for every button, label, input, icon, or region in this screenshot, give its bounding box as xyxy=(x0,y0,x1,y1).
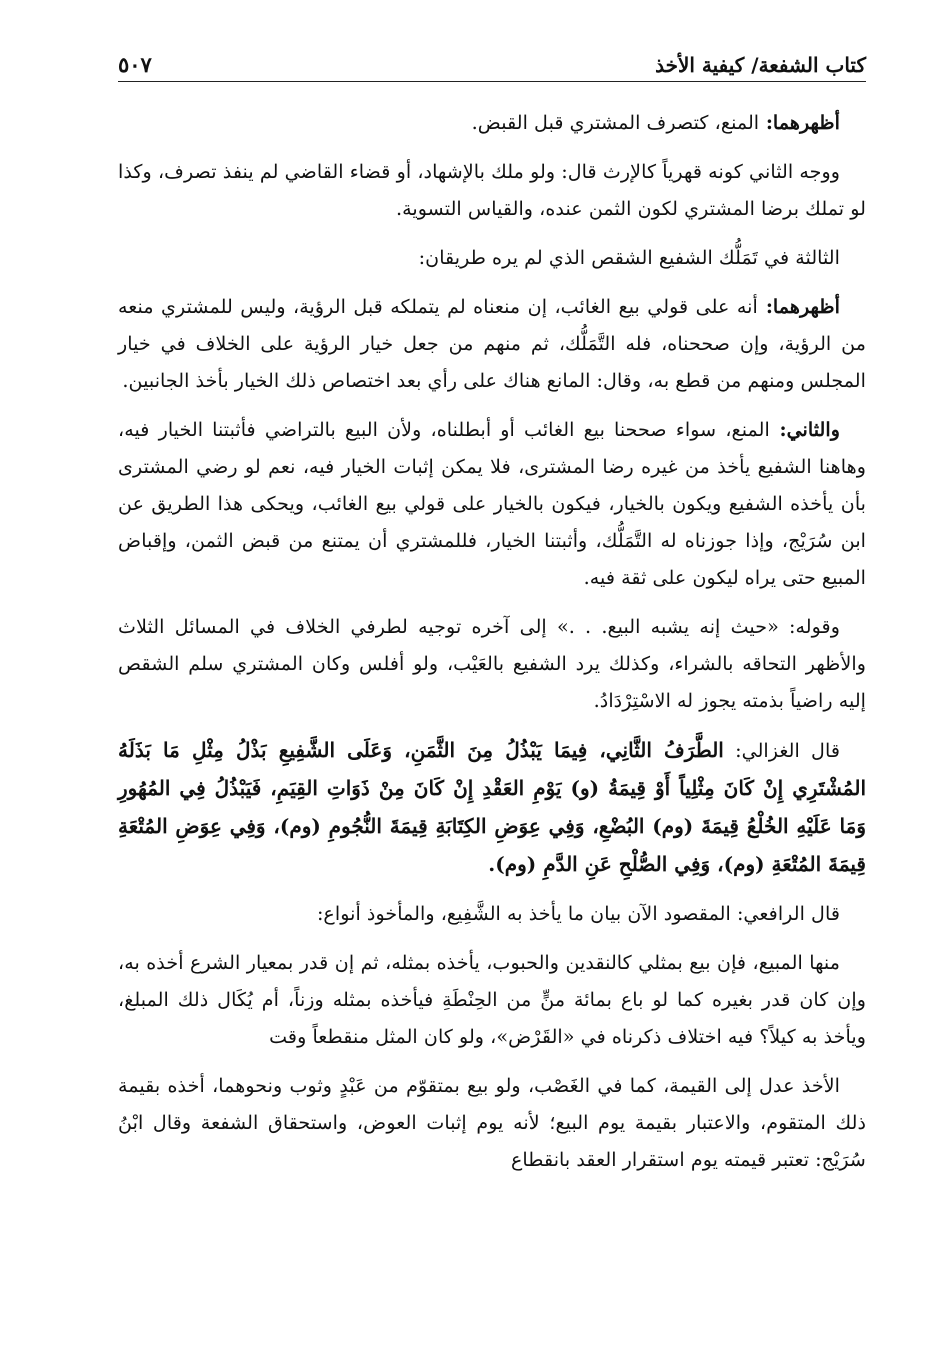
rafii-paragraph xyxy=(118,1067,866,1178)
paragraph xyxy=(118,411,866,596)
paragraph-text: منها المبيع، فإن بيع بمثلي كالنقدين والحبوب، يأخذه بمثله، ثم إن قدر بمعيار الشرع أخذه به، وإن كان قدر بغيره كما لو باع بمائة منٍّ من الحِنْطَةِ فيأخذه بمثله وزناً، أم يُكَال ذلك المبلغ، ويأخذ به كيلاً؟ فيه اختلاف ذكرناه في «القَرْض»، ولو كان المثل منقطعاً وقت xyxy=(118,951,866,1048)
paragraph-text: الثالثة في تَمَلُّك الشفيع الشقص الذي لم يره طريقان: xyxy=(418,246,840,269)
page-body xyxy=(118,104,866,1190)
paragraph-lead: أظهرهما: xyxy=(757,295,841,318)
ghazali-intro: قال الغزالي: xyxy=(723,739,841,762)
paragraph xyxy=(118,239,866,276)
paragraph-text: ووجه الثاني كونه قهرياً كالإرث قال: ولو ملك بالإشهاد، أو قضاء القاضي لم ينفذ تصرف، وكذا لو تملك برضا المشتري لكون الثمن عنده، والقياس التسوية. xyxy=(118,160,866,220)
paragraph-text: وقوله: «حيث إنه يشبه البيع. . .» إلى آخره توجيه لطرفي الخلاف في المسائل الثلاث والأظهر التحاقه بالشراء، وكذلك يرد الشفيع بالعَيْب، ولو أفلس وكان المشتري سلم الشقص إليه راضياً بذمته يجوز له الاسْتِرْدَادُ. xyxy=(118,615,866,712)
paragraph-text: أنه على قولي بيع الغائب، إن منعناه لم يتملكه قبل الرؤية، وليس للمشتري منعه من الرؤية، وإن صححناه، فله التَّمَلُّك، ثم منهم من جعل خيار الرؤية على الخلاف في خيار المجلس ومنهم من قطع به، وقال: المانع هناك على رأي بعد اختصاص ذلك الخيار بأخذ الجانبين. xyxy=(118,295,866,392)
page-number: ٥٠٧ xyxy=(118,52,152,77)
paragraph xyxy=(118,153,866,227)
page-header xyxy=(118,38,866,82)
ghazali-text: الطَّرَفُ الثَّانِي، فِيمَا يَبْذُلُ مِنَ الثَّمَنِ، وَعَلَى الشَّفِيعِ بَذْلُ مِثْلِ مَا بَذَلَهُ المُشْتَرِي إِنْ كَانَ مِثْلِياً أَوْ قِيمَةُ (و) يَوْمِ العَقْدِ إِنْ كَانَ مِنْ ذَوَاتِ القِيَمِ، فَيَبْذُلُ فِي المُهُورِ وَمَا عَلَيْهِ الخُلْعُ قِيمَةَ (وم) البُضْعِ، وَفِي عِوَضِ الكِتَابَةِ قِيمَةَ النُّجُومِ (وم)، وَفِي عِوَضِ المُتْعَةِ قِيمَةَ المُتْعَةِ (وم)، وَفِي الصُّلْحِ عَنِ الدَّمِ (وم). xyxy=(118,738,866,876)
ghazali-quote xyxy=(118,731,866,883)
paragraph-text: قال الرافعي: المقصود الآن بيان ما يأخذ به الشَّفِيع، والمأخوذ أنواع: xyxy=(316,902,840,925)
paragraph-lead: أظهرهما: xyxy=(759,111,840,134)
paragraph-text: المنع، كتصرف المشتري قبل القبض. xyxy=(471,111,760,134)
paragraph xyxy=(118,104,866,141)
paragraph-text: المنع، سواء صححنا بيع الغائب أو أبطلناه، ولأن البيع بالتراضي فأثبتنا الخيار فيه، وهاهنا الشفيع يأخذ من غيره رضا المشترى، فلا يمكن إثبات الخيار فيه، نعم لو رضي المشترى بأن يأخذه الشفيع ويكون بالخيار، فيكون بالخيار على قولي بيع الغائب، ويحكى هذا الطريق عن ابن سُرَيْج، وإذا جوزناه له التَّمَلُّك، وأثبتنا الخيار، فللمشتري أن يمتنع من قبض الثمن، وإقباض المبيع حتى يراه ليكون على ثقة فيه. xyxy=(118,418,866,589)
rafii-paragraph xyxy=(118,895,866,932)
paragraph-text: الأخذ عدل إلى القيمة، كما في الغَصْب، ولو بيع بمتقوّم من عَبْدٍ وثوب ونحوهما، أخذه بقيمة ذلك المتقوم، والاعتبار بقيمة يوم البيع؛ لأنه يوم إثبات العوض، واستحقاق الشفعة وقال ابْنُ سُرَيْج: تعتبر قيمته يوم استقرار العقد بانقطاع xyxy=(118,1074,866,1171)
paragraph-lead: والثاني: xyxy=(769,418,840,441)
running-title: كتاب الشفعة/ كيفية الأخذ xyxy=(655,53,866,77)
paragraph xyxy=(118,608,866,719)
paragraph xyxy=(118,288,866,399)
rafii-paragraph xyxy=(118,944,866,1055)
